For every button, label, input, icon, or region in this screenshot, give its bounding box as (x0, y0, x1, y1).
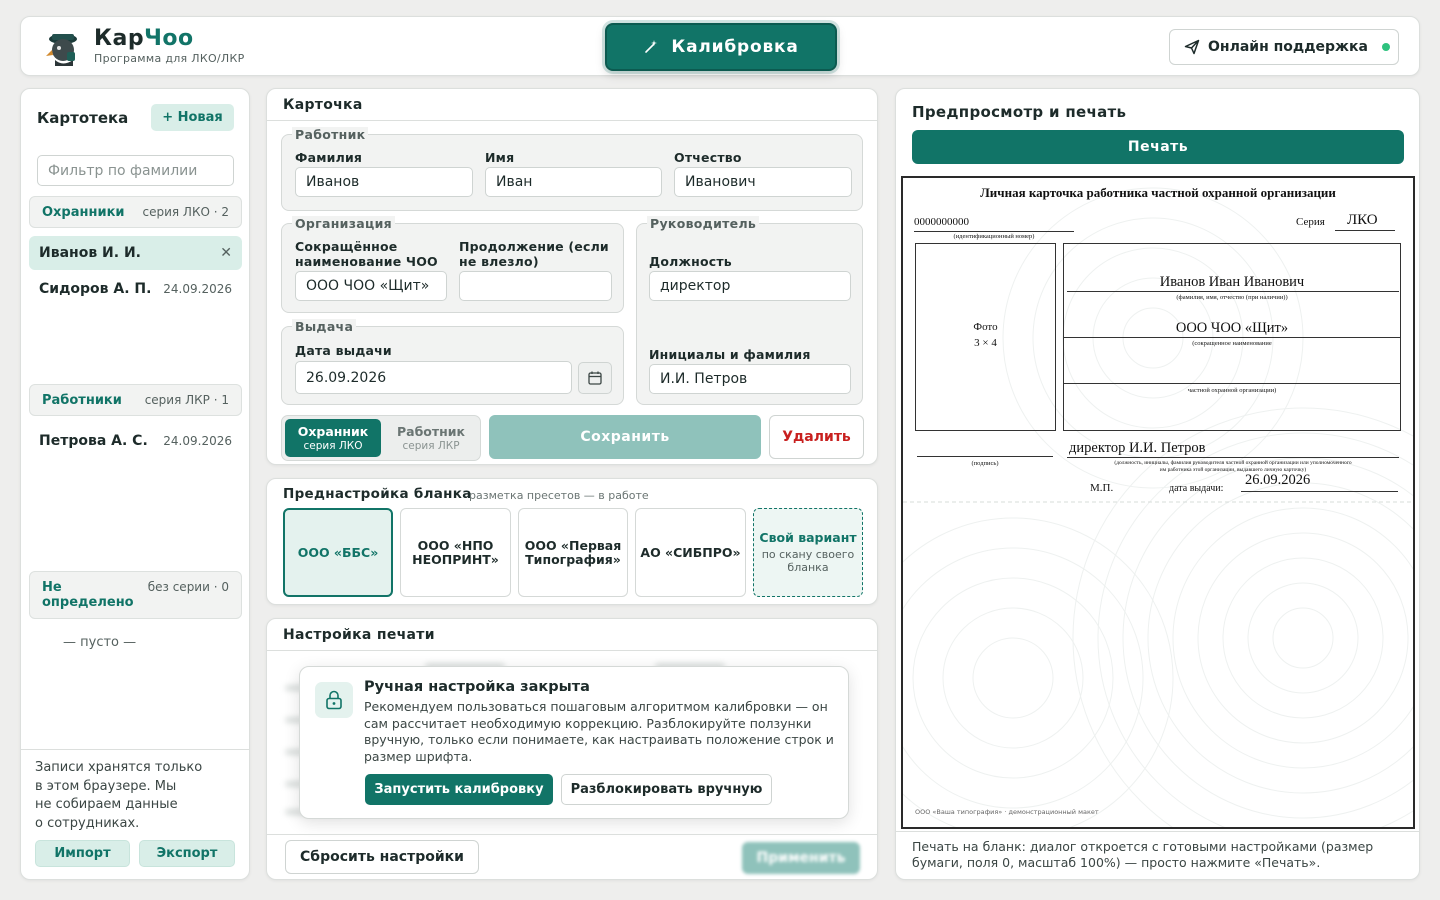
issue-fieldset (281, 319, 624, 405)
unlock-manual-button[interactable]: Разблокировать вручную (561, 774, 772, 805)
record-item[interactable] (29, 236, 242, 270)
delete-button[interactable]: Удалить (769, 415, 864, 459)
org-continuation-input[interactable] (459, 271, 612, 301)
doc-id-number: 0000000000 (914, 216, 969, 228)
patronymic-input[interactable]: Иванович (674, 167, 852, 197)
empty-label: — пусто — (63, 635, 137, 650)
record-name: Петрова А. С. (39, 433, 148, 449)
name-label: Имя (485, 150, 515, 165)
support-label: Онлайн поддержка (1208, 39, 1368, 55)
lock-title: Ручная настройка закрыта (364, 679, 590, 695)
organization-legend: Организация (292, 216, 395, 231)
print-button[interactable]: Печать (912, 130, 1404, 164)
group-name: Работники (42, 392, 122, 408)
record-item[interactable] (29, 272, 242, 306)
guard-logo-icon (43, 26, 85, 68)
brand-subtitle: Программа для ЛКО/ЛКР (94, 52, 245, 65)
group-undefined[interactable] (29, 571, 242, 619)
privacy-note: Записи хранятся только в этом браузере. Мы не собираем данные о сотрудниках. (35, 760, 203, 831)
lock-description: Рекомендуем пользоваться пошаговым алгоритмом калибровки — он сам рассчитает необходимую коррекцию. Разблокируйте ползунки вручную, только если понимаете, как настраивать положение строк и размер шрифта. (364, 699, 834, 765)
record-date: 24.09.2026 (163, 282, 232, 296)
calibrate-label: Калибровка (671, 37, 799, 57)
run-calibration-button[interactable]: Запустить калибровку (365, 774, 553, 805)
records-sidebar (20, 88, 250, 880)
doc-issue-label: дата выдачи: (1169, 483, 1224, 494)
position-input[interactable]: директор (649, 271, 851, 301)
group-name: Охранники (42, 204, 125, 220)
org-short-input[interactable]: ООО ЧОО «Щит» (295, 271, 447, 301)
patronymic-label: Отчество (674, 150, 742, 165)
head-legend: Руководитель (647, 216, 759, 231)
paper-plane-icon (1184, 39, 1200, 55)
doc-org-caption-2: частной охранной организации) (1187, 387, 1277, 394)
preset-tile-custom[interactable] (753, 508, 863, 597)
preview-panel (895, 88, 1420, 880)
issue-legend: Выдача (292, 319, 356, 334)
photo-size: 3 × 4 (974, 337, 997, 349)
group-meta: без серии · 0 (147, 580, 229, 594)
record-item[interactable] (29, 424, 242, 458)
divider (267, 120, 877, 121)
doc-name-caption: (фамилия, имя, отчество (при наличии)) (1176, 294, 1288, 301)
reset-settings-button[interactable]: Сбросить настройки (285, 840, 479, 874)
new-record-button[interactable]: + Новая (151, 104, 234, 131)
lock-icon (315, 682, 353, 718)
close-icon[interactable]: ✕ (220, 245, 232, 261)
record-name: Сидоров А. П. (39, 281, 152, 297)
surname-label: Фамилия (295, 150, 363, 165)
export-button[interactable]: Экспорт (139, 840, 235, 867)
calendar-icon (588, 371, 602, 385)
photo-label: Фото (973, 321, 998, 333)
record-date: 24.09.2026 (163, 434, 232, 448)
worker-legend: Работник (292, 127, 368, 142)
doc-info-box (1063, 243, 1401, 431)
record-name: Иванов И. И. (39, 245, 141, 261)
organization-fieldset (281, 216, 624, 313)
divider (267, 650, 877, 651)
doc-org-caption: (сокращенное наименование (1192, 340, 1272, 347)
type-option-guard[interactable]: Охранник серия ЛКО (285, 419, 381, 457)
org-short-label: Сокращённое наименование ЧОО (295, 239, 438, 269)
online-status-dot (1382, 43, 1390, 51)
doc-head-sign: директор И.И. Петров (1069, 440, 1206, 456)
employee-type-toggle (281, 415, 481, 461)
doc-series-value: ЛКО (1347, 212, 1378, 228)
app-header (20, 16, 1420, 76)
custom-subtitle: по скану своего бланка (761, 548, 855, 574)
group-name: Не определено (42, 580, 134, 610)
group-guards[interactable] (29, 196, 242, 228)
preset-tile[interactable]: АО «СИБПРО» (635, 508, 746, 597)
preset-tile[interactable]: ООО «Первая Типография» (518, 508, 628, 597)
doc-id-caption: (идентификационный номер) (953, 233, 1035, 240)
preset-tile[interactable]: ООО «ББС» (283, 508, 393, 597)
print-settings-panel (266, 618, 878, 880)
manual-lock-notice (299, 666, 849, 819)
calibrate-button[interactable] (605, 23, 837, 71)
issue-date-label: Дата выдачи (295, 343, 392, 358)
import-button[interactable]: Импорт (35, 840, 130, 867)
preview-title: Предпросмотр и печать (912, 103, 1127, 121)
surname-input[interactable]: Иванов (295, 167, 473, 197)
save-button[interactable]: Сохранить (489, 415, 761, 459)
brand (94, 26, 245, 65)
doc-full-name: Иванов Иван Иванович (1159, 274, 1305, 290)
type-option-worker[interactable]: Работник серия ЛКР (396, 424, 466, 452)
divider (21, 749, 249, 750)
issue-date-input[interactable]: 26.09.2026 (295, 361, 572, 394)
doc-signature-caption: (подпись) (971, 460, 999, 467)
preset-subtitle: разметка пресетов — в работе (469, 489, 649, 502)
group-workers[interactable] (29, 384, 242, 416)
divider (896, 831, 1419, 832)
doc-org-name: ООО ЧОО «Щит» (1175, 320, 1289, 336)
calendar-button[interactable] (578, 362, 612, 394)
doc-footer-mark: ООО «Ваша типография» · демонстрационный макет (915, 808, 1099, 816)
initials-label: Инициалы и фамилия (649, 347, 811, 362)
org-continuation-label: Продолжение (если не влезло) (459, 239, 609, 269)
print-settings-title: Настройка печати (283, 627, 435, 643)
position-label: Должность (649, 254, 732, 269)
doc-head-caption: (должность, инициалы, фамилия руководителя частной охранной организации или уполномоченного им работника этой организации, выдавшего личную карточку) (1114, 460, 1352, 473)
card-title: Карточка (283, 97, 363, 113)
name-input[interactable]: Иван (485, 167, 662, 197)
worker-fieldset (281, 127, 863, 211)
surname-filter-input[interactable] (37, 155, 234, 186)
divider (267, 834, 877, 835)
head-fieldset (636, 216, 863, 405)
print-hint: Печать на бланк: диалог откроется с готовыми настройками (размер бумаги, поля 0, масштаб 100%) — просто нажмите «Печать». (912, 839, 1374, 870)
initials-input[interactable]: И.И. Петров (649, 364, 851, 394)
form-preset-panel (266, 478, 878, 605)
group-meta: серия ЛКО · 2 (142, 205, 229, 219)
doc-heading: Личная карточка работника частной охранной организации (980, 185, 1336, 200)
sidebar-title: Картотека (37, 109, 129, 127)
brand-name: КарЧоо (94, 26, 194, 51)
custom-title: Свой вариант (759, 530, 857, 545)
card-form-panel (266, 88, 878, 465)
doc-issue-date: 26.09.2026 (1245, 472, 1311, 488)
print-preview-sheet (901, 176, 1415, 829)
preset-tile[interactable]: ООО «НПО НЕОПРИНТ» (400, 508, 511, 597)
doc-series-label: Серия (1296, 216, 1325, 228)
doc-photo-box (915, 243, 1056, 431)
online-support-button[interactable] (1169, 29, 1399, 65)
doc-stamp-label: М.П. (1090, 482, 1114, 494)
wand-icon (643, 39, 659, 55)
preset-title: Преднастройка бланка (283, 486, 472, 502)
apply-button[interactable]: Применить (742, 842, 860, 874)
group-meta: серия ЛКР · 1 (144, 393, 229, 407)
